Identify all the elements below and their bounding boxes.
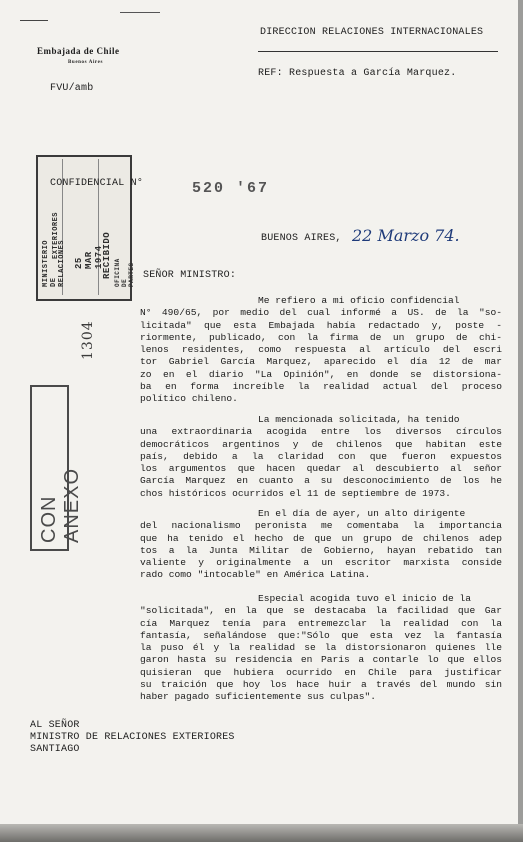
stamp-text: MINISTERIO DE RELACIONES bbox=[42, 239, 66, 287]
paragraph-line: garon hasta su residencia en Paris a contarle lo que ellos bbox=[140, 654, 502, 666]
scan-edge bbox=[0, 824, 523, 842]
paragraph-line: fantasía, señalándose que:"Sólo que esta vez la fantasía bbox=[140, 629, 502, 641]
paragraph-line: tor Gabriel García Marquez, aparecido el día 12 de mar bbox=[140, 356, 502, 368]
embassy-city: Buenos Aires bbox=[68, 60, 104, 65]
addressee-line: AL SEÑOR bbox=[30, 720, 80, 731]
paragraph-line: chos históricos ocurridos el 11 de septiembre de 1973. bbox=[140, 487, 451, 499]
paragraph-line: García Marquez en cuanto a su desconocimiento de los he bbox=[140, 475, 502, 487]
embassy-title: Embajada de Chile bbox=[37, 46, 120, 56]
reference-initials: FVU/amb bbox=[50, 83, 94, 94]
top-mark bbox=[120, 12, 160, 13]
body-paragraph bbox=[140, 508, 502, 582]
paragraph-line: del nacionalismo peronista me comentaba la importancia bbox=[140, 520, 502, 532]
paragraph-line: los argumentos que hacen quedar al descubierto al señor bbox=[140, 463, 502, 475]
received-stamp bbox=[36, 155, 135, 301]
paragraph-line: N° 490/65, por medio del cual informé a US. de la "so- bbox=[140, 307, 502, 319]
reference-line: REF: Respuesta a García Marquez. bbox=[258, 68, 457, 79]
top-mark bbox=[20, 20, 48, 21]
paragraph-line: que ha tenido el hecho de que un grupo de chilenos adep bbox=[140, 532, 502, 544]
annex-stamp-text: CON ANEXO bbox=[38, 467, 83, 543]
paragraph-line: cía Marquez tenía para entremezclar la realidad con la bbox=[140, 617, 502, 629]
paragraph-line: La mencionada solicitada, ha tenido bbox=[258, 414, 460, 425]
paragraph-line: rado como "intocable" en América Latina. bbox=[140, 569, 371, 581]
stamp-text: RECIBIDO bbox=[102, 231, 112, 279]
margin-number: 1304 bbox=[80, 320, 96, 360]
heading-rule bbox=[258, 51, 498, 52]
stamp-date: 25 MAR 1974 bbox=[74, 245, 104, 269]
paragraph-line: haber pagado suficientemente sus culpas". bbox=[140, 691, 377, 703]
paragraph-line: la puso él y la realidad se la distorsionaron quienes lle bbox=[140, 642, 502, 654]
annex-stamp bbox=[30, 385, 83, 551]
paragraph-line: tos a la Junta Militar de Gobierno, hayan rebatido tan bbox=[140, 544, 502, 556]
paragraph-line: quisieran que hubiera ocurrido en Chile para justificar bbox=[140, 666, 502, 678]
paragraph-line: su traición que hoy los hace huir a través del mundo sin bbox=[140, 679, 502, 691]
paragraph-line: licitada" que esta Embajada había redactado y, poste - bbox=[140, 319, 502, 331]
paragraph-line: lenos residentes, como respuesta al artículo del escri bbox=[140, 344, 502, 356]
paragraph-line: Especial acogida tuvo el inicio de la bbox=[258, 593, 472, 604]
body-paragraph bbox=[140, 295, 502, 406]
body-paragraph bbox=[140, 414, 502, 500]
stamp-text: OFICINA DE PARTES bbox=[114, 258, 135, 287]
paragraph-line: político chileno. bbox=[140, 393, 238, 405]
paragraph-line: ba en forma increíble la realidad actual del proceso bbox=[140, 381, 502, 393]
confidential-label: CONFIDENCIAL N° bbox=[50, 178, 144, 189]
handwritten-date: 22 Marzo 74. bbox=[352, 226, 460, 245]
paragraph-line: "solicitada", en la que se destacaba la facilidad que Gar bbox=[140, 605, 502, 617]
paragraph-line: valiente y originalmente a un escritor marxista conside bbox=[140, 557, 502, 569]
department-heading: DIRECCION RELACIONES INTERNACIONALES bbox=[260, 27, 484, 38]
addressee-line: SANTIAGO bbox=[30, 744, 80, 755]
salutation: SEÑOR MINISTRO: bbox=[143, 270, 237, 281]
paragraph-line: zo en el diario "La Opinión", en donde se distorsiona- bbox=[140, 368, 502, 380]
paragraph-line: riormente, publicado, con la firma de un grupo de chi- bbox=[140, 331, 502, 343]
confidential-number: 520 '67 bbox=[192, 180, 270, 197]
paragraph-line: democráticos argentinos y de chilenos que habitan este bbox=[140, 438, 502, 450]
paragraph-line: una extraordinaria acogida entre los diversos círculos bbox=[140, 426, 502, 438]
place: BUENOS AIRES, bbox=[261, 233, 342, 244]
paragraph-line: En el día de ayer, un alto dirigente bbox=[258, 508, 466, 519]
paragraph-line: país, debido a la claridad con que fueron expuestos bbox=[140, 450, 502, 462]
body-paragraph bbox=[140, 593, 502, 704]
addressee-line: MINISTRO DE RELACIONES EXTERIORES bbox=[30, 732, 235, 743]
paragraph-line: Me refiero a mi oficio confidencial bbox=[258, 295, 460, 306]
stamp-text: EXTERIORES bbox=[52, 211, 60, 259]
